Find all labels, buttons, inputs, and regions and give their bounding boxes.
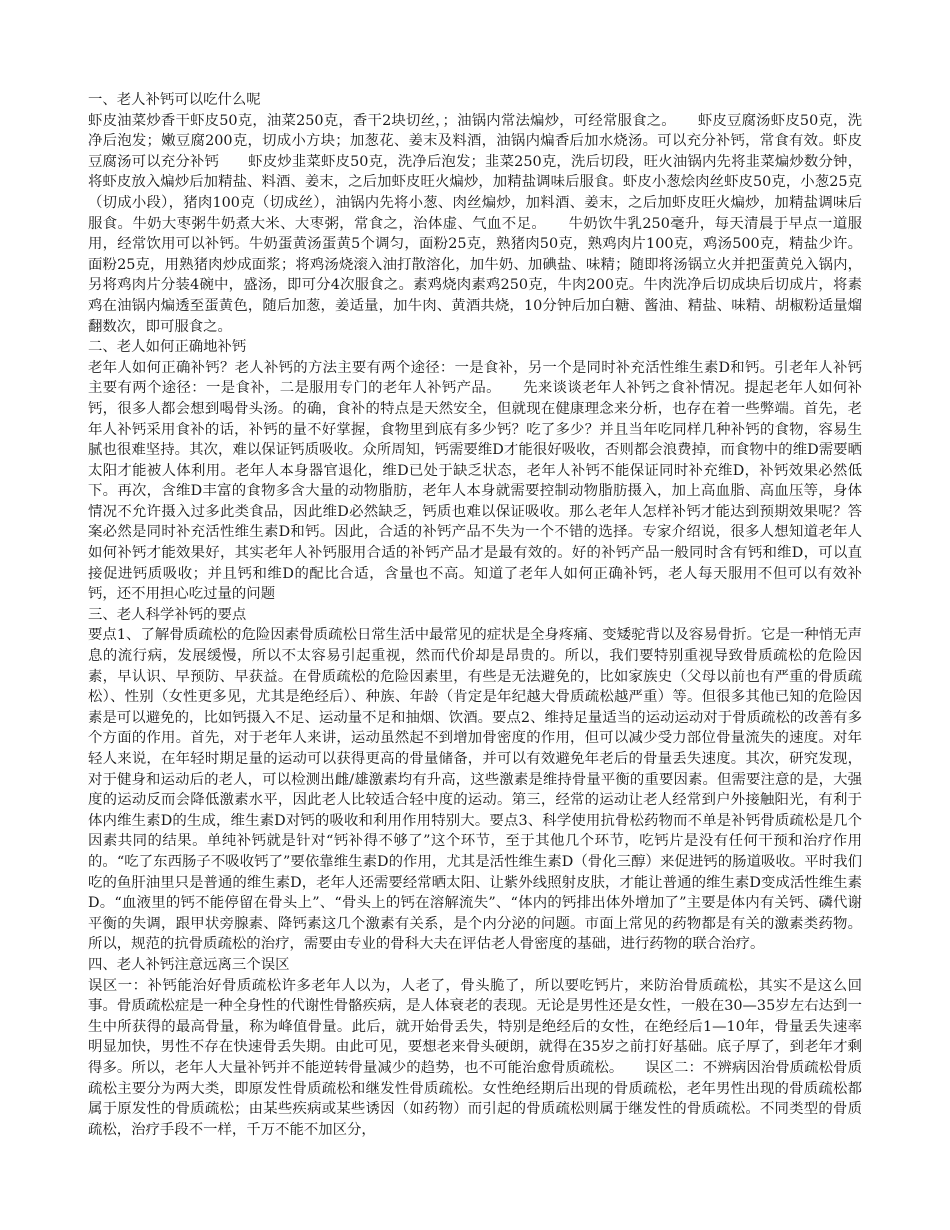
section-key-points [88, 605, 862, 955]
section-paragraph: 虾皮油菜炒香干虾皮50克，油菜250克，香干2块切丝，；油锅内常法煸炒，可经常服食之。 虾皮豆腐汤虾皮50克，洗净后泡发；嫩豆腐200克，切成小方块；加葱花、姜末及料酒，油锅内煸香后加水烧汤。可以充分补钙，常食有效。虾皮豆腐汤可以充分补钙 虾皮炒韭菜虾皮50克，洗净后泡发；韭菜250克，洗后切段，旺火油锅内先将韭菜煸炒数分钟，将虾皮放入煸炒后加精盐、料酒、姜末，之后加虾皮旺火煸炒，加精盐调味后服食。虾皮小葱烩肉丝虾皮50克，小葱25克（切成小段），猪肉100克（切成丝），油锅内先将小葱、肉丝煸炒，加料酒、姜末，之后加虾皮旺火煸炒，加精盐调味后服食。牛奶大枣粥牛奶煮大米、大枣粥，常食之，治体虚、气血不足。 牛奶饮牛乳250毫升，每天清晨于早点一道服用，经常饮用可以补钙。牛奶蛋黄汤蛋黄5个调匀，面粉25克，熟猪肉50克，熟鸡肉片100克，鸡汤500克，精盐少许。面粉25克，用熟猪肉炒成面浆；将鸡汤烧滚入油打散溶化，加牛奶、加碘盐、味精；随即将汤锅立火并把蛋黄兑入锅内，另将鸡肉片分装4碗中，盛汤，即可分4次服食之。素鸡烧肉素鸡250克，牛肉200克。牛肉洗净后切成块后切成片，将素鸡在油锅内煸透至蛋黄色，随后加葱，姜适量，加牛肉、黄酒共烧，10分钟后加白糖、酱油、精盐、味精、胡椒粉适量熘翻数次，即可服食之。 [88, 112, 862, 335]
section-paragraph: 老年人如何正确补钙？老人补钙的方法主要有两个途径：一是食补，另一个是同时补充活性维生素D和钙。引老年人补钙主要有两个途径：一是食补，二是服用专门的老年人补钙产品。 先来谈谈老年人补钙之食补情况。提起老年人如何补钙，很多人都会想到喝骨头汤。的确，食补的特点是天然安全，但就现在健康理念来分析，也存在着一些弊端。首先，老年人补钙采用食补的话，补钙的量不好掌握，食物里到底有多少钙？吃了多少？并且当年吃同样几种补钙的食物，容易生腻也很难坚持。其次，难以保证钙质吸收。众所周知，钙需要维D才能很好吸收，否则都会浪费掉，而食物中的维D需要晒太阳才能被人体利用。老年人本身器官退化，维D已处于缺乏状态，老年人补钙不能保证同时补充维D，补钙效果必然低下。再次，含维D丰富的食物多含大量的动物脂肪，老年人本身就需要控制动物脂肪摄入，加上高血脂、高血压等，身体情况不允许摄入过多此类食品，因此维D必然缺乏，钙质也难以保证吸收。那么老年人怎样补钙才能达到预期效果呢？答案必然是同时补充活性维生素D和钙。因此，合适的补钙产品不失为一个不错的选择。专家介绍说，很多人想知道老年人如何补钙才能效果好，其实老年人补钙服用合适的补钙产品才是最有效的。好的补钙产品一般同时含有钙和维D，可以直接促进钙质吸收；并且钙和维D的配比合适，含量也不高。知道了老年人如何正确补钙，老人每天服用不但可以有效补钙，还不用担心吃过量的问题 [88, 359, 862, 603]
section-food-list [88, 90, 862, 337]
section-paragraph: 误区一：补钙能治好骨质疏松许多老年人以为，人老了，骨头脆了，所以要吃钙片，来防治骨质疏松，其实不是这么回事。骨质疏松症是一种全身性的代谢性骨骼疾病，是人体衰老的表现。无论是男性还是女性，一般在30—35岁左右达到一生中所获得的最高骨量，称为峰值骨量。此后，就开始骨丢失，特别是绝经后的女性，在绝经后1—10年，骨量丢失速率明显加快，男性不存在快速骨丢失期。由此可见，要想老来骨头硬朗，就得在35岁之前打好基础。底子厚了，到老年才剩得多。所以，老年人大量补钙并不能逆转骨量减少的趋势，也不可能治愈骨质疏松。 误区二：不辨病因治骨质疏松骨质疏松主要分为两大类，即原发性骨质疏松和继发性骨质疏松。女性绝经期后出现的骨质疏松，老年男性出现的骨质疏松都属于原发性的骨质疏松；由某些疾病或某些诱因（如药物）而引起的骨质疏松则属于继发性的骨质疏松。不同类型的骨质疏松，治疗手段不一样，千万不能不加区分， [88, 977, 862, 1138]
document-body [88, 90, 862, 1140]
section-misconceptions [88, 955, 862, 1140]
section-heading: 二、老人如何正确地补钙 [88, 339, 247, 356]
section-correct-method [88, 337, 862, 605]
section-heading: 一、老人补钙可以吃什么呢 [88, 92, 261, 108]
section-heading: 四、老人补钙注意远离三个误区 [88, 956, 290, 973]
section-heading: 三、老人科学补钙的要点 [88, 606, 247, 623]
section-paragraph: 要点1、了解骨质疏松的危险因素骨质疏松日常生活中最常见的症状是全身疼痛、变矮驼背以及容易骨折。它是一种悄无声息的流行病，发展缓慢，所以不太容易引起重视，然而代价却是昂贵的。所以，我们要特别重视导致骨质疏松的危险因素，早认识、早预防、早获益。在骨质疏松的危险因素里，有些是无法避免的，比如家族史（父母以前也有严重的骨质疏松）、性别（女性更多见，尤其是绝经后）、种族、年龄（肯定是年纪越大骨质疏松越严重）等。但很多其他已知的危险因素是可以避免的，比如钙摄入不足、运动量不足和抽烟、饮酒。要点2、维持足量适当的运动运动对于骨质疏松的改善有多个方面的作用。首先，对于老年人来讲，运动虽然起不到增加骨密度的作用，但可以减少受力部位骨量流失的速度。对年轻人来说，在年轻时期足量的运动可以获得更高的骨量储备，并可以有效避免年老后的骨量丢失速度。其次，研究发现，对于健身和运动后的老人，可以检测出雌/雄激素均有升高，这些激素是维持骨量平衡的重要因素。但需要注意的是，大强度的运动反而会降低激素水平，因此老人比较适合轻中度的运动。第三，经常的运动让老人经常到户外接触阳光，有利于体内维生素D的生成，维生素D对钙的吸收和利用作用特别大。要点3、科学使用抗骨松药物而不单是补钙骨质疏松是几个因素共同的结果。单纯补钙就是针对“钙补得不够了”这个环节，至于其他几个环节，吃钙片是没有任何干预和治疗作用的。“吃了东西肠子不吸收钙了”要依靠维生素D的作用，尤其是活性维生素D（骨化三醇）来促进钙的肠道吸收。平时我们吃的鱼肝油里只是普通的维生素D，老年人还需要经常晒太阳、让紫外线照射皮肤，才能让普通的维生素D变成活性维生素D。“血液里的钙不能停留在骨头上”、“骨头上的钙在溶解流失”、“体内的钙排出体外增加了”主要是体内有关钙、磷代谢平衡的失调，跟甲状旁腺素、降钙素这几个激素有关系，是个内分泌的问题。市面上常见的药物都是有关的激素类药物。所以，规范的抗骨质疏松的治疗，需要由专业的骨科大夫在评估老人骨密度的基础，进行药物的联合治疗。 [88, 627, 862, 953]
